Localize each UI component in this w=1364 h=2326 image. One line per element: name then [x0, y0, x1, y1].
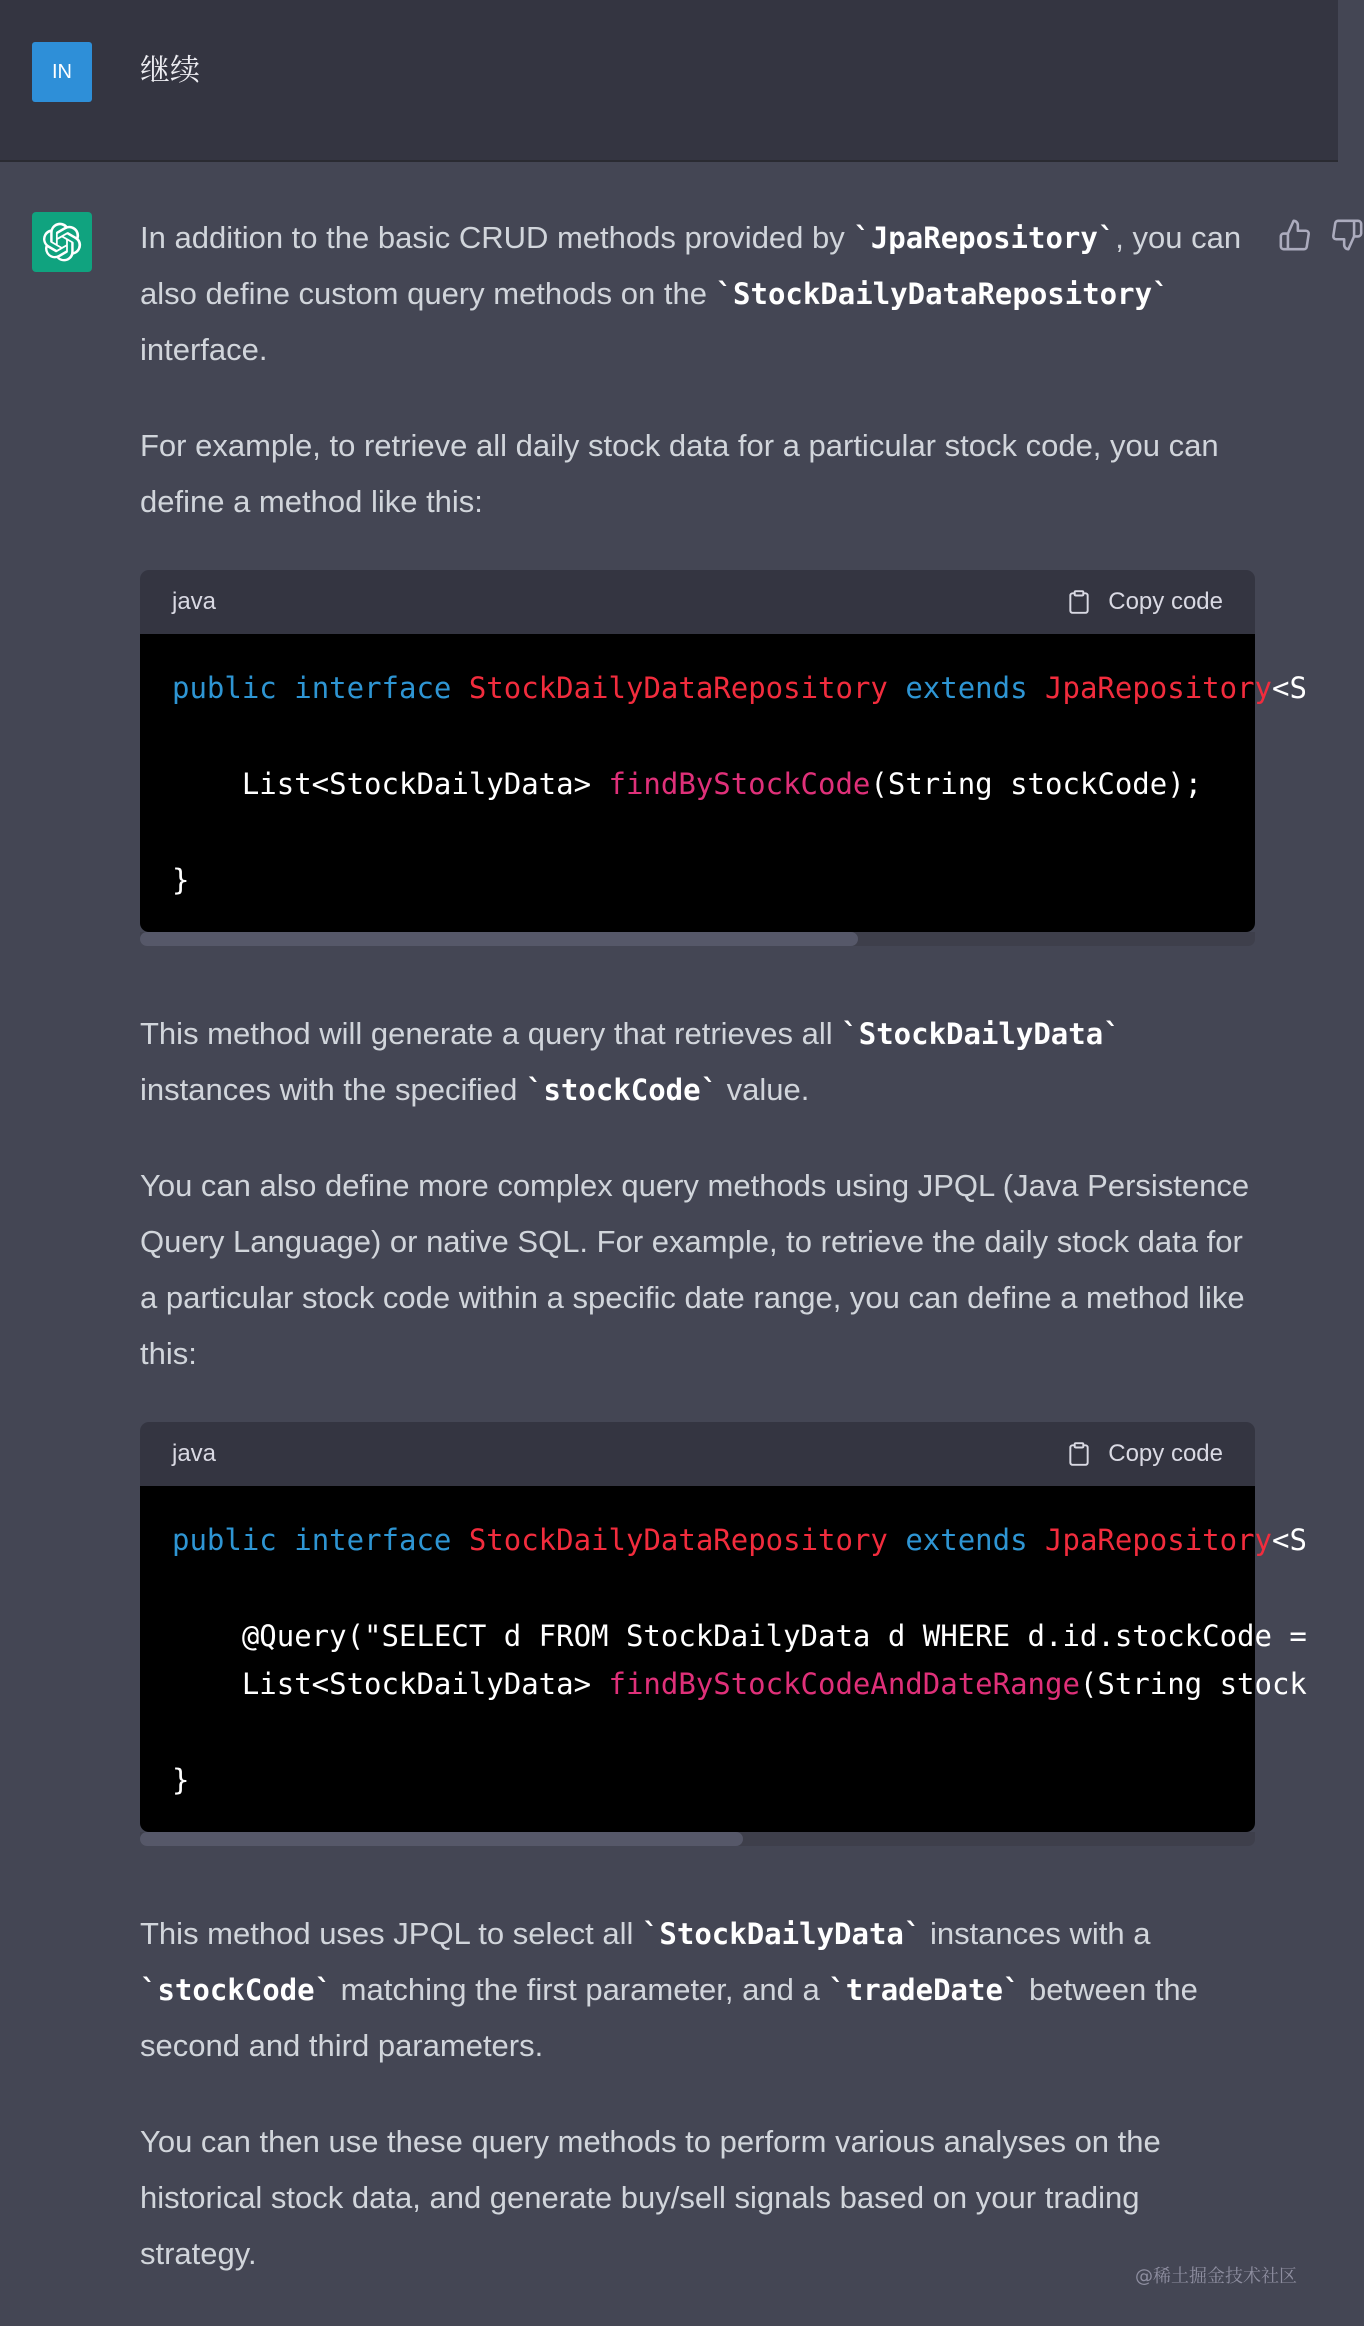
- inline-code: `StockDailyData`: [641, 1917, 922, 1951]
- code-text: List<StockDailyData>: [241, 767, 609, 801]
- text-span: , you can also define custom query methods on the: [140, 220, 1242, 311]
- text-span: value.: [718, 1072, 810, 1107]
- inline-code: `tradeDate`: [828, 1973, 1021, 2007]
- watermark: @稀土掘金技术社区: [1135, 2266, 1297, 2287]
- openai-logo-icon: [42, 222, 82, 262]
- text-span: instances with a: [921, 1916, 1151, 1951]
- user-message-row: [0, 0, 1338, 162]
- thumbs-down-icon[interactable]: [1330, 218, 1350, 252]
- paragraph-example: For example, to retrieve all daily stock data for a particular stock code, you can define a method like this:: [140, 428, 1219, 519]
- paragraph-explanation-1: [140, 1006, 1255, 1118]
- assistant-avatar: [32, 212, 92, 272]
- copy-code-button[interactable]: [1066, 1440, 1223, 1468]
- code-scrollbar[interactable]: [140, 1832, 1255, 1846]
- code-class: StockDailyDataRepository: [468, 671, 888, 705]
- text-span: This method will generate a query that retrieves all: [140, 1016, 842, 1051]
- inline-code: `JpaRepository`: [853, 221, 1116, 255]
- code-function: findByStockCode: [608, 767, 871, 801]
- code-content: [140, 1486, 1307, 1832]
- paragraph-intro: [140, 210, 1255, 378]
- code-language-label: java: [172, 588, 217, 615]
- text-span: In addition to the basic CRUD methods provided by: [140, 220, 854, 255]
- inline-code: `stockCode`: [140, 1973, 333, 2007]
- user-avatar-label: IN: [52, 60, 72, 83]
- scrollbar-thumb[interactable]: [140, 932, 858, 946]
- code-text: <S: [1272, 671, 1307, 705]
- code-function: findByStockCodeAndDateRange: [608, 1667, 1080, 1701]
- clipboard-icon: [1066, 1441, 1092, 1467]
- thumbs-up-icon[interactable]: [1278, 218, 1312, 252]
- text-span: between the second and third parameters.: [140, 1972, 1198, 2063]
- code-scrollbar[interactable]: [140, 932, 1255, 946]
- copy-code-label: Copy code: [1108, 588, 1223, 615]
- code-keyword: extends: [905, 671, 1028, 705]
- paragraph-conclusion: You can then use these query methods to perform various analyses on the historical stock data, and generate buy/sell signals based on your trading strategy.: [140, 2124, 1161, 2271]
- code-block-2: [140, 1422, 1307, 1846]
- user-message-text: 继续: [140, 53, 200, 88]
- code-class: JpaRepository: [1045, 1523, 1273, 1557]
- code-text: @Query("SELECT d FROM StockDailyData d WHERE d.id.stockCode =: [241, 1619, 1307, 1653]
- code-text: (String stock: [1079, 1667, 1307, 1701]
- code-class: JpaRepository: [1045, 671, 1273, 705]
- scrollbar-thumb[interactable]: [140, 1832, 743, 1846]
- code-language-label: java: [172, 1440, 217, 1467]
- inline-code: `StockDailyDataRepository`: [715, 277, 1170, 311]
- code-text: (String stockCode);: [870, 767, 1203, 801]
- code-content: [140, 634, 1307, 932]
- code-text: List<StockDailyData>: [241, 1667, 609, 1701]
- text-span: interface.: [140, 332, 268, 367]
- clipboard-icon: [1066, 589, 1092, 615]
- inline-code: `stockCode`: [526, 1073, 719, 1107]
- code-keyword: extends: [905, 1523, 1028, 1557]
- code-block-1: [140, 570, 1307, 946]
- code-text: <S: [1272, 1523, 1307, 1557]
- copy-code-label: Copy code: [1108, 1440, 1223, 1467]
- text-span: This method uses JPQL to select all: [140, 1916, 642, 1951]
- code-keyword: interface: [294, 671, 452, 705]
- code-keyword: public: [172, 1523, 277, 1557]
- code-header: [140, 1422, 1255, 1486]
- code-text: }: [172, 1763, 190, 1797]
- copy-code-button[interactable]: [1066, 588, 1223, 616]
- code-keyword: public: [172, 671, 277, 705]
- text-span: matching the first parameter, and a: [332, 1972, 829, 2007]
- code-keyword: interface: [294, 1523, 452, 1557]
- assistant-message: [140, 210, 1307, 2322]
- code-header: [140, 570, 1255, 634]
- text-span: instances with the specified: [140, 1072, 526, 1107]
- paragraph-jpql-intro: You can also define more complex query methods using JPQL (Java Persistence Query Language) or native SQL. For example, to retrieve the daily stock data for a particular stock code within a specific date range, you can define a method like this:: [140, 1168, 1250, 1371]
- user-avatar: [32, 42, 92, 102]
- paragraph-explanation-2: [140, 1906, 1255, 2074]
- code-class: StockDailyDataRepository: [468, 1523, 888, 1557]
- code-text: }: [172, 863, 190, 897]
- inline-code: `StockDailyData`: [841, 1017, 1121, 1051]
